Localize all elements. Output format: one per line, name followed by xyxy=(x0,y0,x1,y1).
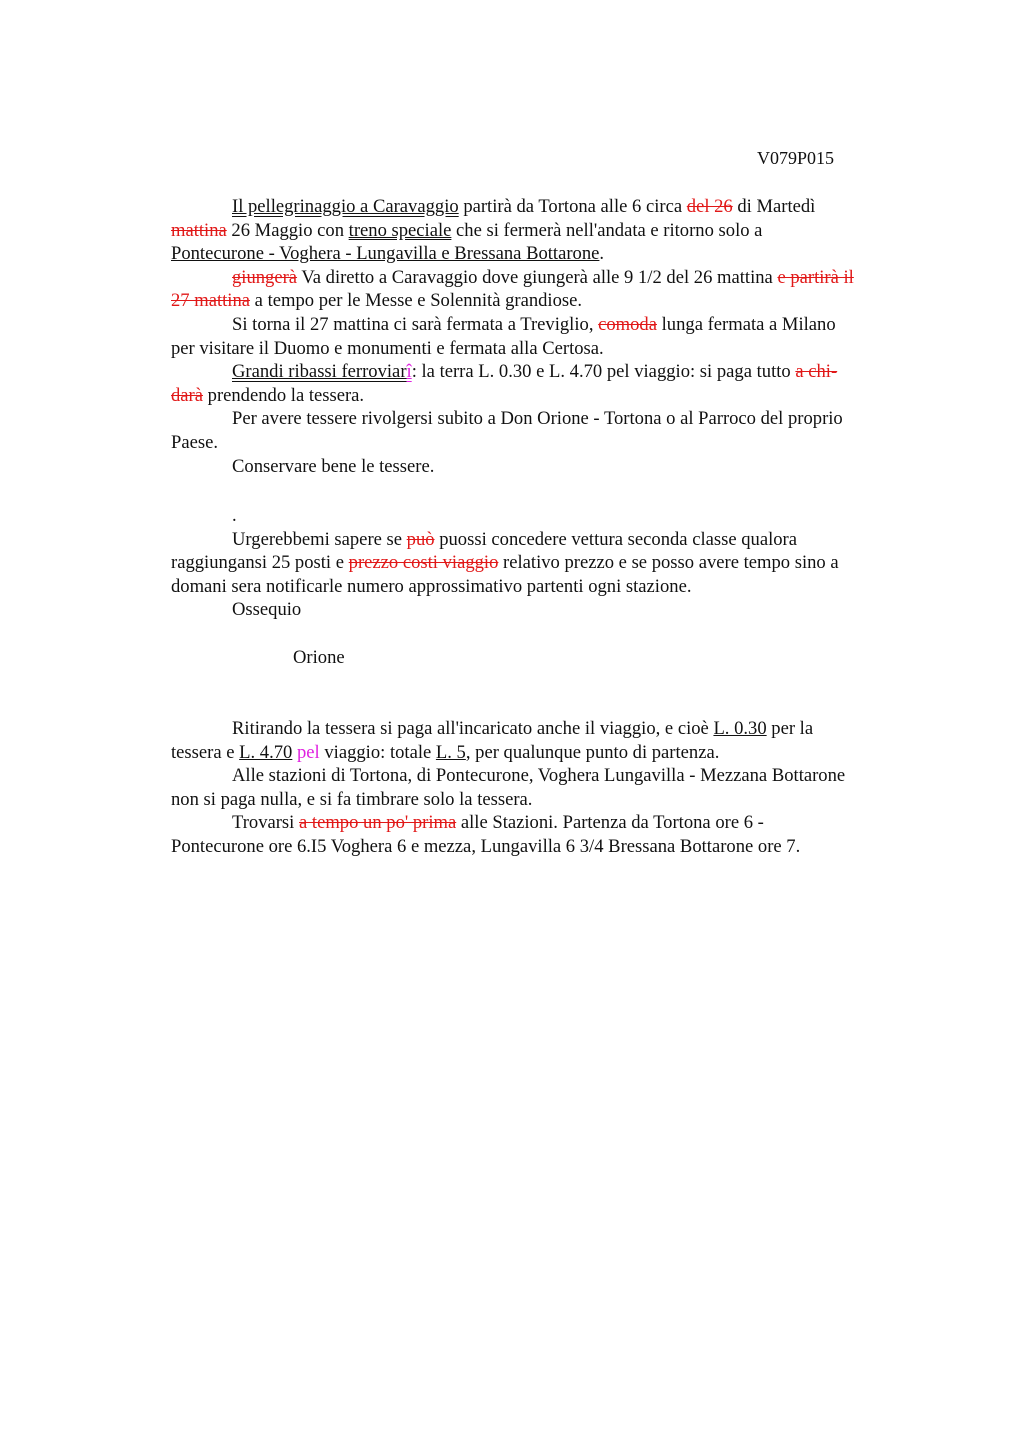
underlined-text: Grandi ribassi ferroviar xyxy=(232,361,407,383)
text-line xyxy=(171,741,931,765)
text-span: raggiungansi 25 posti e xyxy=(171,552,349,574)
underlined-text: L. 5 xyxy=(435,741,466,763)
text-line xyxy=(171,289,931,313)
text-span: Trovarsi xyxy=(232,812,299,834)
text-line: Ossequio xyxy=(232,599,302,621)
document-code: V079P015 xyxy=(757,148,835,168)
text-span: . xyxy=(599,243,605,265)
text-line xyxy=(171,266,931,290)
text-line: . xyxy=(232,505,237,526)
text-span: prendendo la tessera. xyxy=(203,384,365,406)
text-line: domani sera notificarle numero approssimativo partenti ogni stazione. xyxy=(171,575,692,597)
text-line: Per avere tessere rivolgersi subito a Don Orione - Tortona o al Parroco del proprio xyxy=(232,408,843,430)
deleted-text: e partirà il xyxy=(777,266,854,288)
text-span: per la xyxy=(766,718,814,739)
text-line: Conservare bene le tessere. xyxy=(232,455,435,477)
text-span: che si fermerà nell'andata e ritorno solo a xyxy=(451,219,763,241)
text-line xyxy=(171,717,931,741)
deleted-text: a chi- xyxy=(795,361,838,383)
text-span: Si torna il 27 mattina ci sarà fermata a Treviglio, xyxy=(232,313,599,335)
deleted-text: comoda xyxy=(598,313,657,335)
deleted-text: darà xyxy=(171,384,203,406)
text-line: Pontecurone ore 6.I5 Voghera 6 e mezza, Lungavilla 6 3/4 Bressana Bottarone ore 7. xyxy=(171,835,801,857)
blank-line xyxy=(171,622,931,646)
text-line xyxy=(171,219,931,243)
text-span: Urgerebbemi sapere se xyxy=(232,528,407,550)
announcement-block xyxy=(171,195,931,478)
text-span: puossi concedere vettura seconda classe qualora xyxy=(434,528,797,550)
inserted-text: pel xyxy=(297,741,320,763)
deleted-text: può xyxy=(406,528,435,550)
text-line xyxy=(171,360,931,384)
text-span: Va diretto a Caravaggio dove giungerà alle 9 1/2 del 26 mattina xyxy=(297,266,778,288)
text-span: , per qualunque punto di partenza. xyxy=(465,741,720,763)
underlined-text: L. 4.70 xyxy=(239,741,293,763)
text-line xyxy=(171,313,931,337)
instructions-block xyxy=(171,717,931,859)
text-span: : la terra L. 0.30 e L. 4.70 pel viaggio: si paga tutto xyxy=(411,361,796,383)
text-line xyxy=(171,384,931,408)
underlined-text: Pontecurone - Voghera - Lungavilla e Bressana Bottarone xyxy=(171,243,600,265)
text-span: lunga fermata a Milano xyxy=(656,313,836,335)
text-span: viaggio: totale xyxy=(319,741,436,763)
text-span: partirà da Tortona alle 6 circa xyxy=(458,196,687,217)
text-span: alle Stazioni. Partenza da Tortona ore 6 - xyxy=(456,812,764,834)
text-line xyxy=(171,811,931,835)
telegram-block xyxy=(171,504,931,669)
deleted-text: del 26 xyxy=(686,196,733,217)
text-line: Paese. xyxy=(171,431,218,453)
text-line xyxy=(171,242,931,266)
text-line: non si paga nulla, e si fa timbrare solo la tessera. xyxy=(171,788,533,810)
inserted-text: î xyxy=(406,361,412,383)
text-line xyxy=(171,551,931,575)
text-line xyxy=(171,528,931,552)
deleted-text: 27 mattina xyxy=(171,290,251,312)
underlined-title: Il pellegrinaggio a Caravaggio xyxy=(232,196,459,217)
deleted-text: mattina xyxy=(171,219,227,241)
text-line xyxy=(171,195,931,219)
text-span: relativo prezzo e se posso avere tempo sino a xyxy=(498,552,839,574)
text-span: Ritirando la tessera si paga all'incaricato anche il viaggio, e cioè xyxy=(232,718,714,739)
deleted-text: prezzo costi viaggio xyxy=(348,552,499,574)
text-span: a tempo per le Messe e Solennità grandiose. xyxy=(250,290,583,312)
text-span: di Martedì xyxy=(732,196,816,217)
deleted-text: giungerà xyxy=(232,266,298,288)
underlined-text: L. 0.30 xyxy=(713,718,767,739)
text-line: Alle stazioni di Tortona, di Pontecurone, Voghera Lungavilla - Mezzana Bottarone xyxy=(232,765,846,787)
text-span: tessera e xyxy=(171,741,240,763)
text-span: 26 Maggio con xyxy=(226,219,349,241)
text-line: per visitare il Duomo e monumenti e fermata alla Certosa. xyxy=(171,337,604,359)
signature: Orione xyxy=(293,646,345,668)
underlined-text: treno speciale xyxy=(348,219,452,241)
deleted-text: a tempo un po' prima xyxy=(299,812,457,834)
